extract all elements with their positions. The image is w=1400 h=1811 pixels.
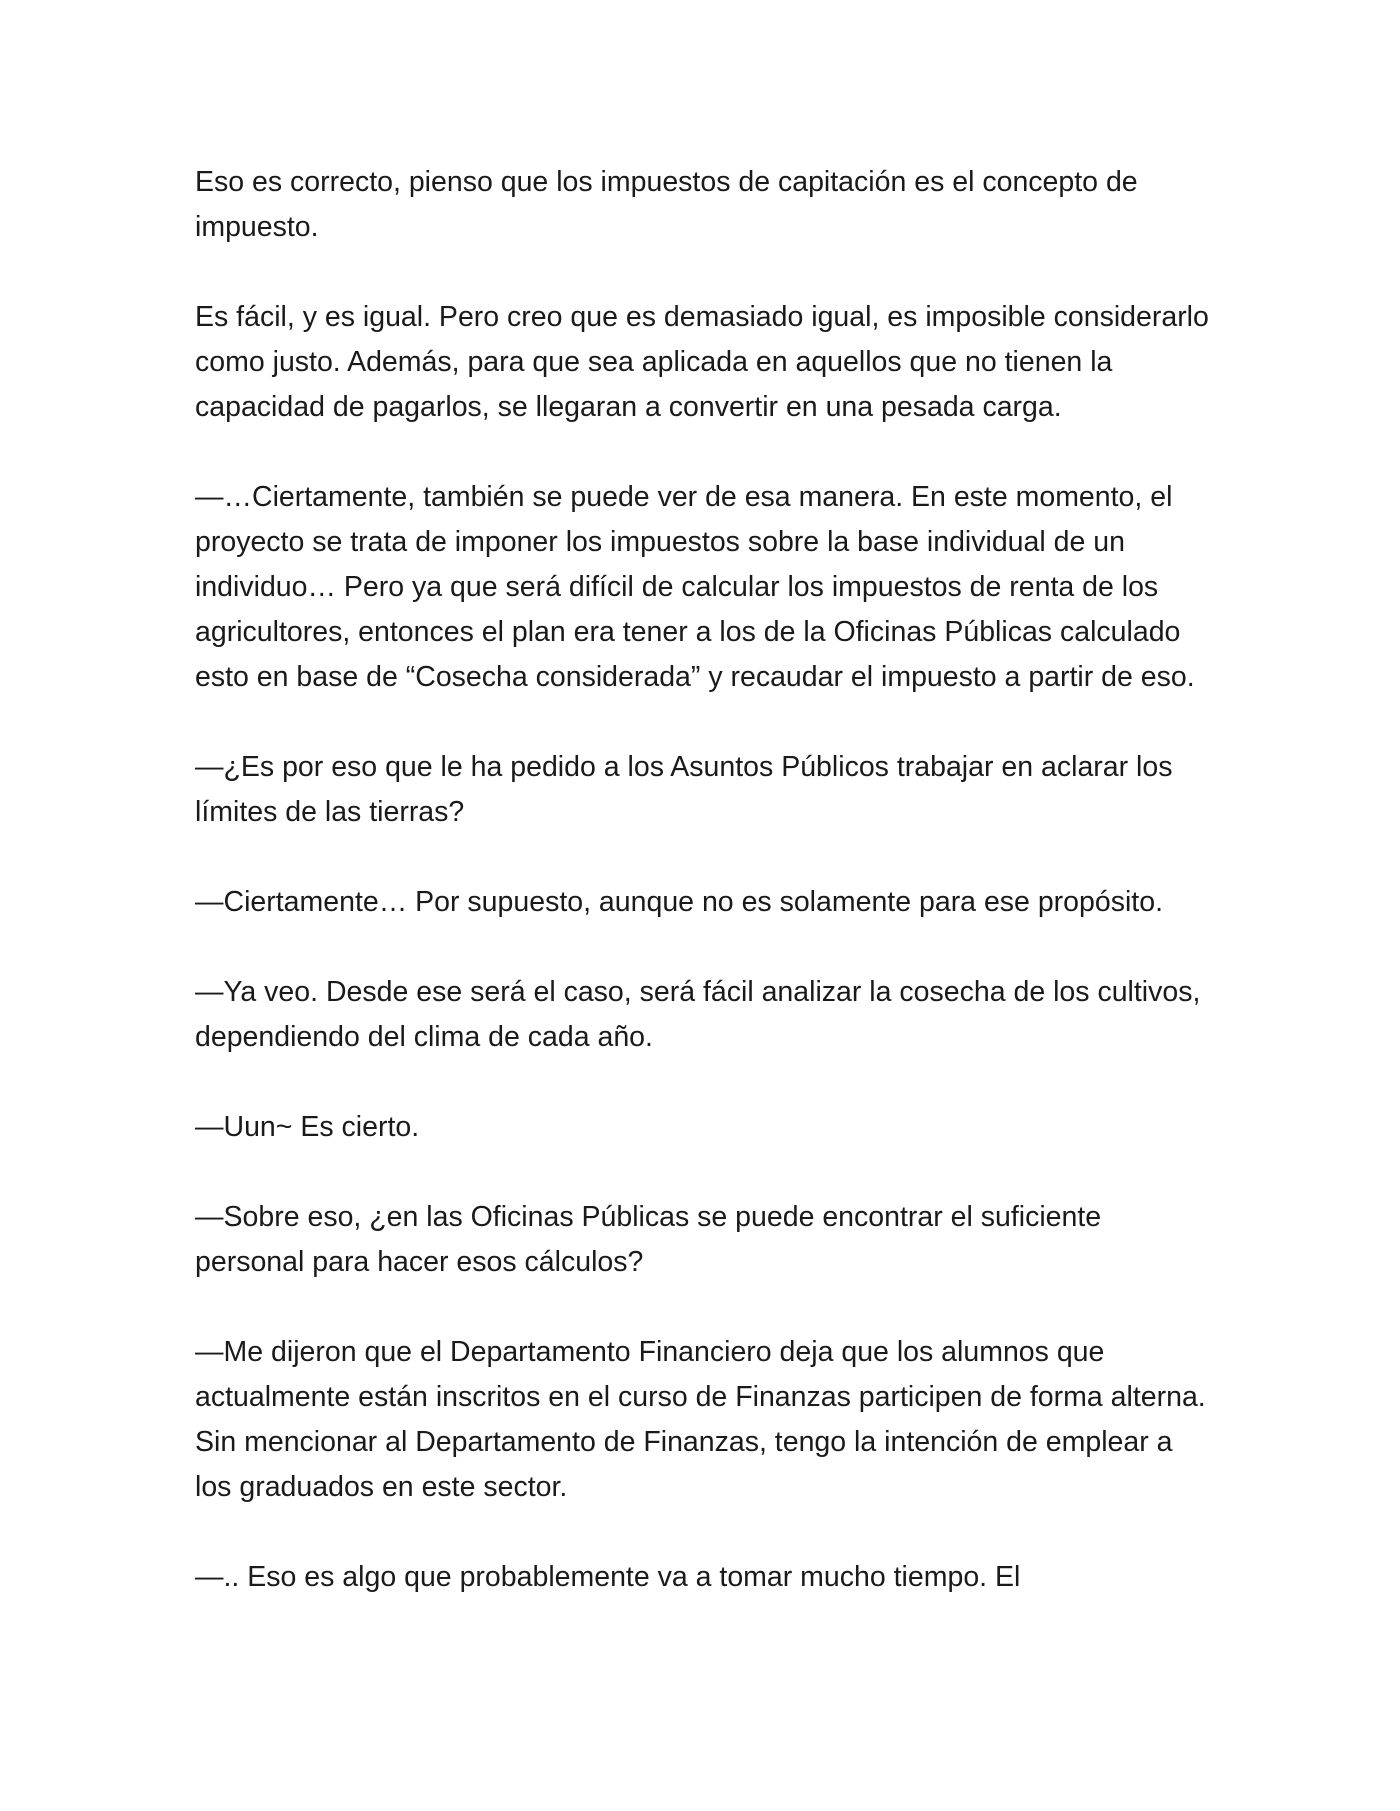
paragraph-1: Eso es correcto, pienso que los impuestos de capitación es el concepto de impuesto. [195,166,1138,243]
paragraph-7: —Uun~ Es cierto. [195,1111,420,1143]
paragraph-4: —¿Es por eso que le ha pedido a los Asuntos Públicos trabajar en aclarar los límites de las tierras? [195,751,1173,828]
paragraph-6: —Ya veo. Desde ese será el caso, será fácil analizar la cosecha de los cultivos, dependiendo del clima de cada año. [195,976,1201,1053]
paragraph-9: —Me dijeron que el Departamento Financiero deja que los alumnos que actualmente están inscritos en el curso de Finanzas participen de forma alterna. Sin mencionar al Departamento de Finanzas, tengo la intención de emplear a los graduados en este sector. [195,1336,1206,1503]
paragraph-2: Es fácil, y es igual. Pero creo que es demasiado igual, es imposible considerarlo como justo. Además, para que sea aplicada en aquellos que no tienen la capacidad de pagarlos, se llegaran a convertir en una pesada carga. [195,301,1209,423]
paragraph-10: —.. Eso es algo que probablemente va a tomar mucho tiempo. El [195,1561,1021,1593]
paragraph-5: —Ciertamente… Por supuesto, aunque no es solamente para ese propósito. [195,886,1163,918]
paragraph-8: —Sobre eso, ¿en las Oficinas Públicas se puede encontrar el suficiente personal para hacer esos cálculos? [195,1201,1102,1278]
paragraph-3: —…Ciertamente, también se puede ver de esa manera. En este momento, el proyecto se trata de imponer los impuestos sobre la base individual de un individuo… Pero ya que será difícil de calcular los impuestos de renta de los agricultores, entonces el plan era tener a los de la Oficinas Públicas calculado esto en base de “Cosecha considerada” y recaudar el impuesto a partir de eso. [195,481,1195,693]
document-body [195,160,1215,1645]
